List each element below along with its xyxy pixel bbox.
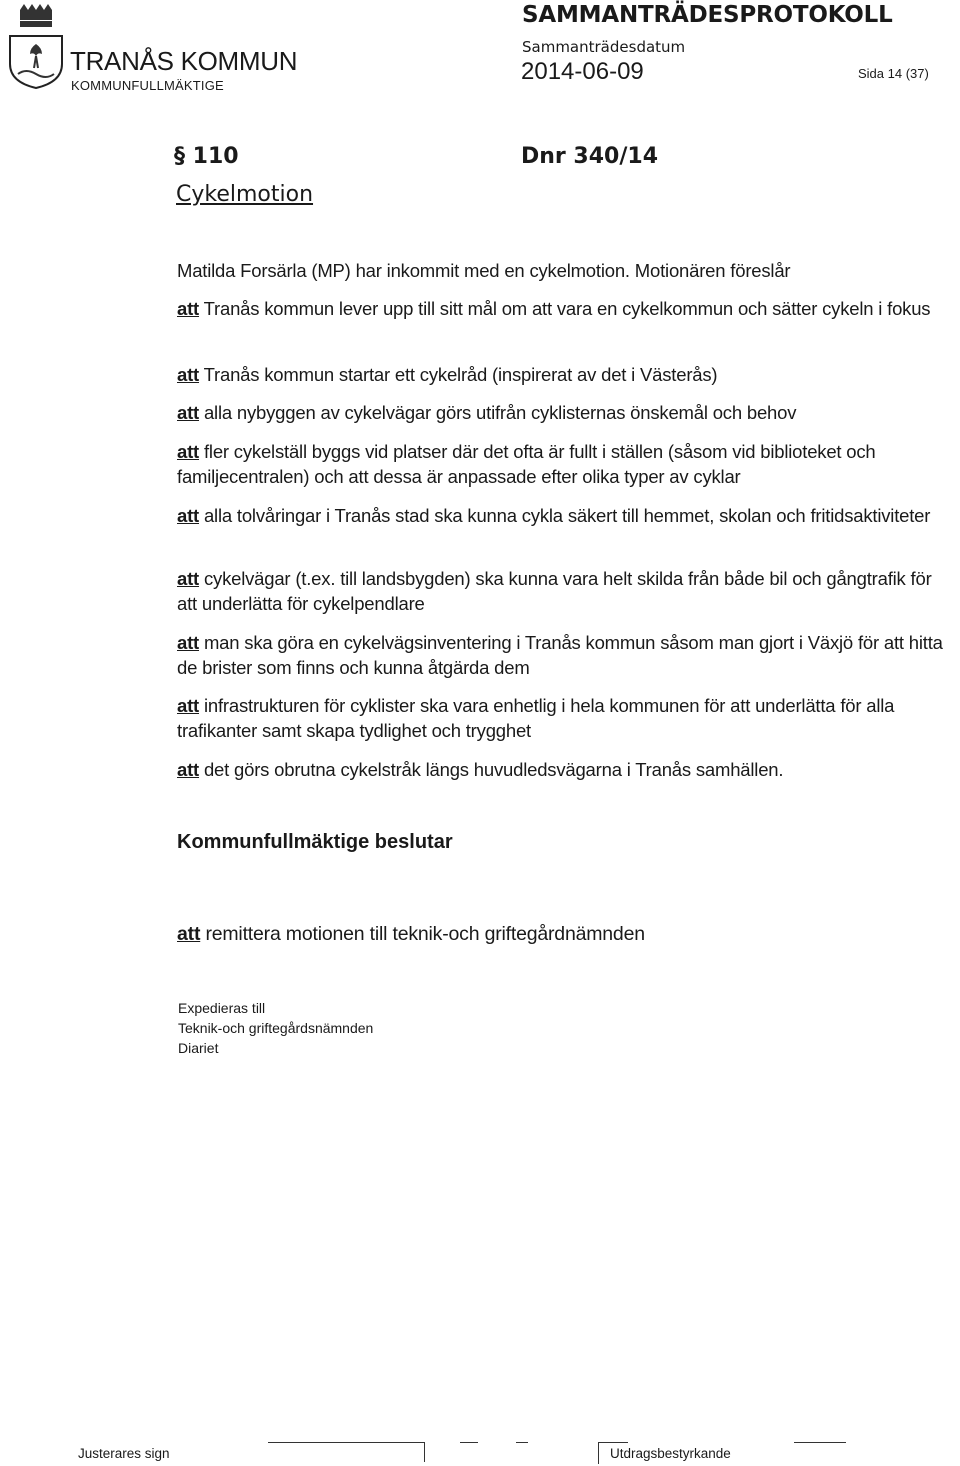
att-marker: att [177, 298, 200, 319]
org-name: TRANÅS KOMMUN [70, 46, 298, 76]
proposal-item [177, 296, 947, 321]
att-marker: att [177, 402, 200, 423]
proposal-text: fler cykelställ byggs vid platser där det ofta är fullt i ställen (såsom vid biblioteket och familjecentralen) och att dessa är anpassade efter olika typer av cyklar [177, 441, 876, 487]
proposal-text: man ska göra en cykelvägsinventering i Tranås kommun såsom man gjort i Växjö för att hitta de brister som finns och kunna åtgärda dem [177, 632, 943, 678]
proposal-item [177, 693, 947, 743]
att-marker: att [177, 568, 200, 589]
proposal-text: infrastrukturen för cyklister ska vara enhetlig i hela kommunen för att underlätta för alla trafikanter samt skapa tydlighet och trygghet [177, 695, 895, 741]
municipal-coat-of-arms-logo [6, 2, 66, 90]
att-marker: att [177, 505, 200, 526]
footer-signature-line [794, 1442, 846, 1443]
org-subtitle: KOMMUNFULLMÄKTIGE [71, 78, 224, 93]
proposal-item [177, 439, 947, 489]
proposal-item [177, 630, 947, 680]
distribution-recipient: Diariet [178, 1040, 219, 1056]
proposal-item [177, 566, 947, 616]
meeting-date-value: 2014-06-09 [521, 58, 644, 85]
proposal-text: cykelvägar (t.ex. till landsbygden) ska kunna vara helt skilda från både bil och gångtrafik för att underlätta för cykelpendlare [177, 568, 932, 614]
att-marker: att [177, 441, 200, 462]
footer-signature-line [268, 1442, 424, 1443]
decision-item [177, 922, 947, 947]
proposal-text: det görs obrutna cykelstråk längs huvudledsvägarna i Tranås samhällen. [203, 759, 784, 780]
utdragsbestyrkande-label: Utdragsbestyrkande [610, 1446, 731, 1461]
proposal-text: alla nybyggen av cykelvägar görs utifrån cyklisternas önskemål och behov [203, 402, 797, 423]
meeting-date-label: Sammanträdesdatum [522, 38, 686, 56]
distribution-list [178, 998, 373, 1058]
registration-number: Dnr 340/14 [521, 144, 659, 169]
proposal-item [177, 400, 947, 425]
proposal-text: Tranås kommun startar ett cykelråd (inspirerat av det i Västerås) [203, 364, 718, 385]
paragraph-number: § 110 [174, 144, 239, 169]
page-number: Sida 14 (37) [858, 66, 929, 81]
proposal-text: alla tolvåringar i Tranås stad ska kunna cykla säkert till hemmet, skolan och fritidsaktiviteter [203, 505, 931, 526]
decision-heading: Kommunfullmäktige beslutar [177, 831, 453, 853]
att-marker: att [177, 632, 200, 653]
justerares-sign-label: Justerares sign [78, 1446, 170, 1461]
att-marker: att [177, 695, 200, 716]
proposal-item [177, 503, 947, 528]
distribution-recipient: Teknik-och griftegårdsnämnden [178, 1020, 374, 1036]
proposal-item [177, 757, 947, 782]
att-marker: att [177, 759, 200, 780]
footer-divider [424, 1442, 425, 1462]
distribution-label: Expedieras till [178, 1000, 266, 1016]
footer-signature-line [460, 1442, 478, 1443]
protocol-title: SAMMANTRÄDESPROTOKOLL [522, 2, 893, 28]
intro-paragraph: Matilda Forsärla (MP) har inkommit med en cykelmotion. Motionären föreslår [177, 260, 791, 281]
section-title: Cykelmotion [176, 182, 314, 207]
proposal-item [177, 362, 947, 387]
att-marker: att [177, 923, 201, 945]
att-marker: att [177, 364, 200, 385]
footer-divider [598, 1442, 599, 1464]
footer-signature-line [598, 1442, 628, 1443]
footer-signature-line [516, 1442, 528, 1443]
decision-text: remittera motionen till teknik-och griftegårdnämnden [205, 923, 645, 945]
proposal-text: Tranås kommun lever upp till sitt mål om att vara en cykelkommun och sätter cykeln i fokus [203, 298, 931, 319]
